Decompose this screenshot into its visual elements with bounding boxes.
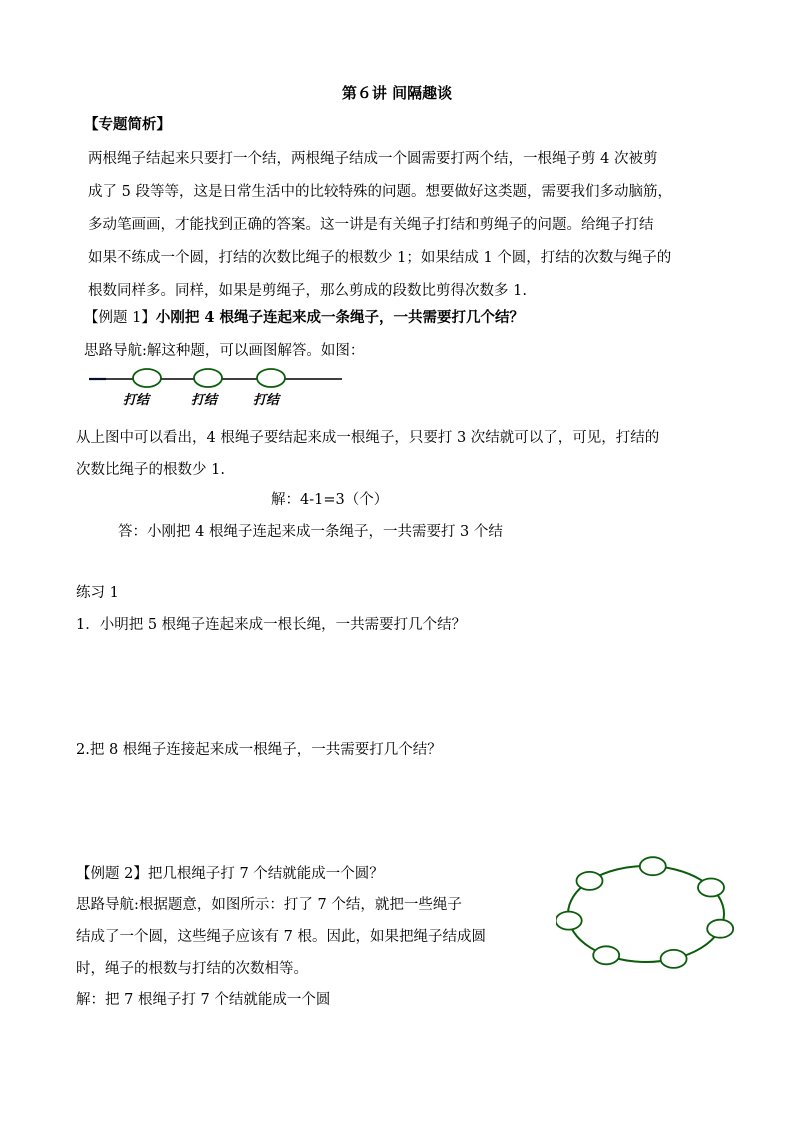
overview-line: 根数同样多。同样，如果是剪绳子，那么剪成的段数比剪得次数多 1.: [88, 283, 527, 299]
example1-solution: 解：4-1=3（个）: [271, 492, 389, 508]
overview-line: 成了 5 段等等，这是日常生活中的比较特殊的问题。想要做好这类题，需要我们多动脑筋，: [88, 184, 672, 200]
knot: [640, 857, 666, 875]
knot: [707, 920, 733, 938]
example1-answer: 答：小刚把 4 根绳子连起来成一条绳子，一共需要打 3 个结: [118, 524, 503, 540]
knot-label: 打结: [253, 393, 280, 408]
rope-circle-diagram: [556, 852, 736, 977]
knot-label: 打结: [191, 393, 218, 408]
example2-guide-line: 时，绳子的根数与打结的次数相等。: [76, 961, 308, 977]
example2-guide-line: 思路导航:根据题意，如图所示：打了 7 个结，就把一些绳子: [76, 897, 462, 913]
practice1-heading: 练习 1: [76, 585, 119, 601]
example1-explanation-line: 次数比绳子的根数少 1.: [76, 462, 225, 478]
practice1-question-2: 2.把 8 根绳子连接起来成一根绳子，一共需要打几个结？: [76, 742, 442, 758]
practice1-question-1: 1．小明把 5 根绳子连起来成一根长绳，一共需要打几个结？: [76, 617, 467, 633]
knot: [257, 369, 285, 387]
overview-line: 两根绳子结起来只要打一个结，两根绳子结成一个圆需要打两个结，一根绳子剪 4 次被剪: [88, 151, 658, 167]
overview-line: 如果不练成一个圆，打结的次数比绳子的根数少 1；如果结成 1 个圆，打结的次数与绳子的: [88, 250, 672, 266]
example1-heading: [84, 306, 524, 327]
page-title: 第６讲 间隔趣谈: [341, 84, 453, 102]
knot: [593, 946, 619, 964]
example1-question: 小刚把 4 根绳子连起来成一条绳子，一共需要打几个结？: [155, 309, 525, 326]
overview-heading: 【专题简析】: [84, 116, 171, 133]
knot: [556, 912, 582, 930]
knot-label: 打结: [123, 393, 150, 408]
example2-label: 【例题 2】: [76, 866, 148, 882]
overview-line: 多动笔画画，才能找到正确的答案。这一讲是有关绳子打结和剪绳子的问题。给绳子打结: [88, 217, 654, 233]
example2-question: 把几根绳子打 7 个结就能成一个圆？: [147, 866, 384, 882]
circle-knots: [556, 857, 733, 968]
knot: [133, 369, 161, 387]
example1-explanation-line: 从上图中可以看出，4 根绳子要结起来成一根绳子，只要打 3 次结就可以了，可见，打结的: [76, 430, 660, 446]
example1-label: 【例题 1】: [84, 310, 156, 326]
example1-guide: 思路导航:解这种题，可以画图解答。如图：: [84, 343, 365, 359]
example2-guide-line: 结成了一个圆，这些绳子应该有 7 根。因此，如果把绳子结成圆: [76, 929, 486, 945]
knot: [661, 950, 687, 968]
example2-solution: 解：把 7 根绳子打 7 个结就能成一个圆: [76, 992, 331, 1008]
knot: [577, 872, 603, 890]
rope-knots-diagram: [86, 360, 356, 412]
example2-heading: [76, 862, 384, 883]
knot: [194, 369, 222, 387]
knot: [698, 879, 724, 897]
